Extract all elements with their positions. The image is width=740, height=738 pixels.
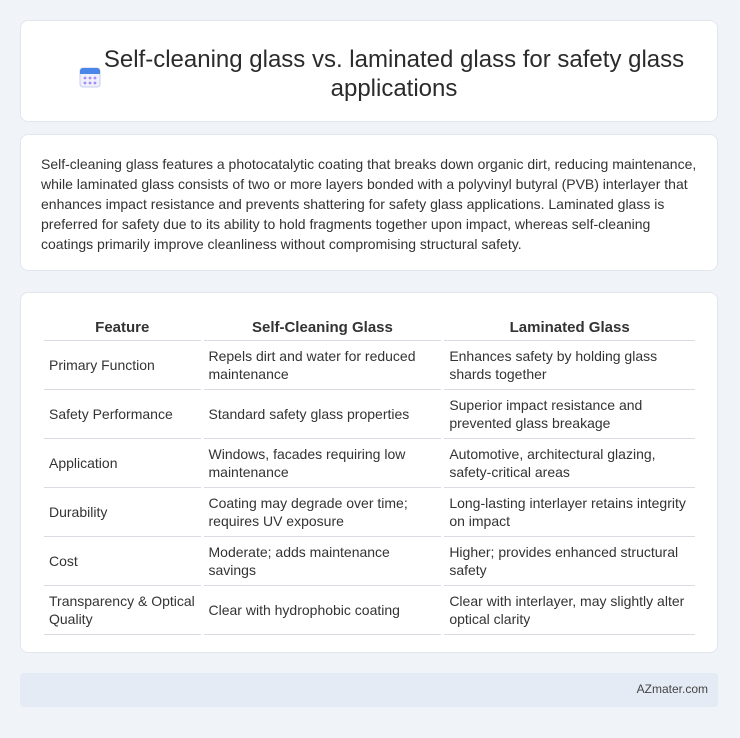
header-feature: Feature [44,315,201,341]
laminated-cell: Higher; provides enhanced structural safety [444,537,695,586]
header-self-cleaning: Self-Cleaning Glass [204,315,442,341]
feature-cell: Durability [44,488,201,537]
feature-cell: Safety Performance [44,390,201,439]
table-row [44,586,695,635]
header-laminated: Laminated Glass [444,315,695,341]
self-cleaning-cell: Moderate; adds maintenance savings [204,537,442,586]
self-cleaning-cell: Repels dirt and water for reduced maintenance [204,341,442,390]
feature-cell: Cost [44,537,201,586]
self-cleaning-cell: Clear with hydrophobic coating [204,586,442,635]
self-cleaning-cell: Windows, facades requiring low maintenance [204,439,442,488]
laminated-cell: Superior impact resistance and prevented glass breakage [444,390,695,439]
self-cleaning-cell: Coating may degrade over time; requires UV exposure [204,488,442,537]
table-row [44,537,695,586]
laminated-cell: Clear with interlayer, may slightly alter optical clarity [444,586,695,635]
title-card [20,20,718,122]
table-row [44,390,695,439]
self-cleaning-cell: Standard safety glass properties [204,390,442,439]
feature-cell: Primary Function [44,341,201,390]
comparison-table [41,315,698,635]
footer-site-link[interactable]: AZmater.com [636,682,708,696]
feature-cell: Application [44,439,201,488]
table-row [44,439,695,488]
page-title: Self-cleaning glass vs. laminated glass for safety glass applications [103,46,685,102]
laminated-cell: Enhances safety by holding glass shards together [444,341,695,390]
comparison-table-card [20,292,718,653]
footer-bar [20,673,718,707]
feature-cell: Transparency & Optical Quality [44,586,201,635]
table-row [44,341,695,390]
laminated-cell: Long-lasting interlayer retains integrity on impact [444,488,695,537]
intro-card [20,134,718,271]
table-header-row [44,315,695,341]
table-row [44,488,695,537]
intro-paragraph: Self-cleaning glass features a photocatalytic coating that breaks down organic dirt, reducing maintenance, while laminated glass consists of two or more layers bonded with a polyvinyl butyral (PVB) interlayer that enhances impact resistance and prevents shattering for safety glass applications. Laminated glass is preferred for safety due to its ability to hold fragments together upon impact, whereas self-cleaning coatings primarily improve cleanliness without compromising structural safety. [41,156,697,252]
laminated-cell: Automotive, architectural glazing, safety-critical areas [444,439,695,488]
